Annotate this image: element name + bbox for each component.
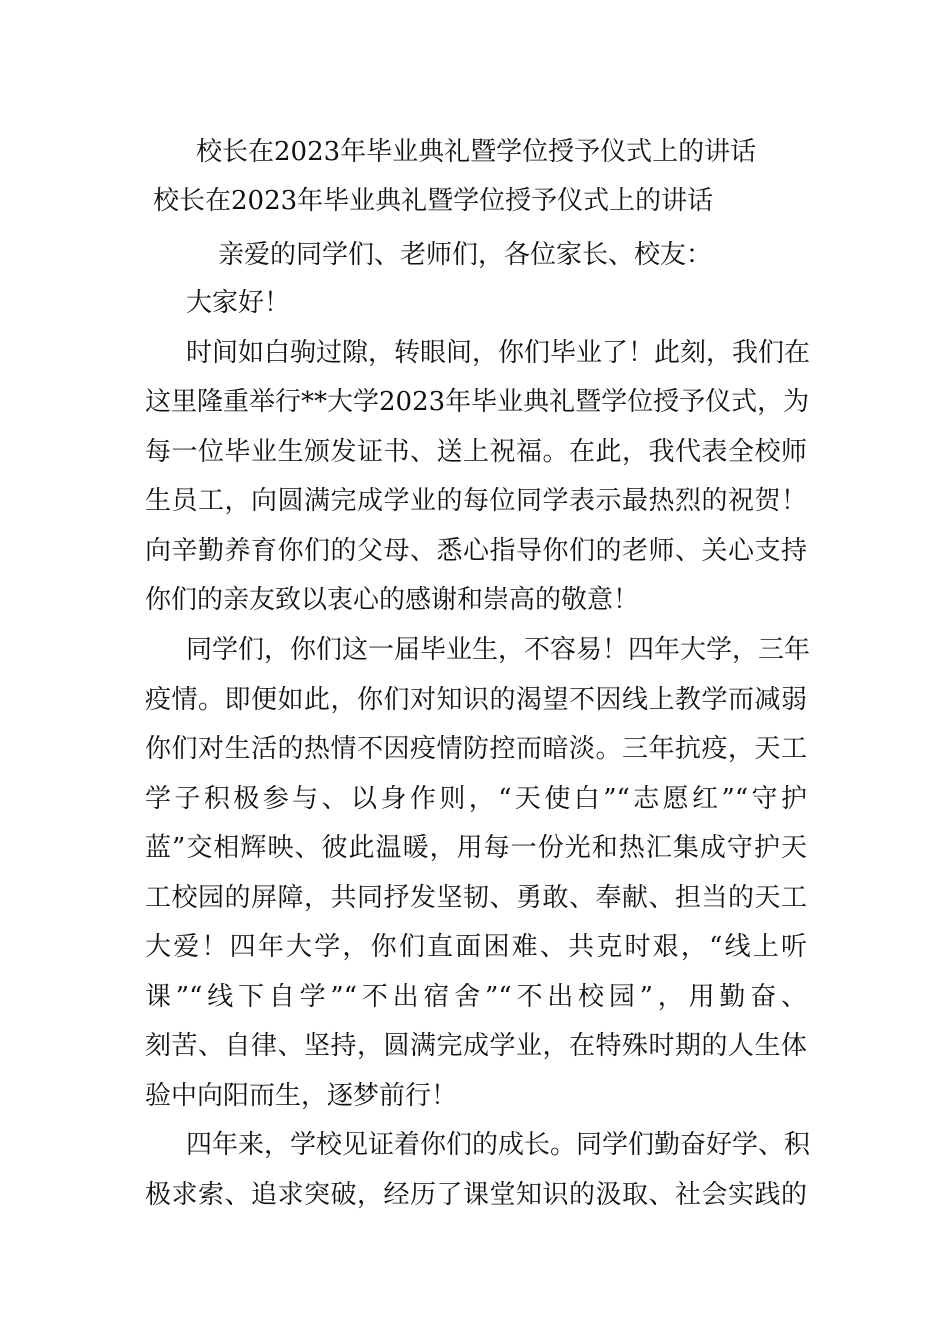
body-line: 学子积极参与、以身作则，“天使白”“志愿红”“守护 — [145, 784, 807, 814]
document-subtitle: 校长在2023年毕业典礼暨学位授予仪式上的讲话 — [153, 186, 714, 216]
body-line: 刻苦、自律、坚持，圆满完成学业，在特殊时期的人生体 — [145, 1031, 807, 1061]
greeting: 大家好！ — [186, 288, 291, 318]
body-line: 大爱！四年大学，你们直面困难、共克时艰，“线上听 — [145, 932, 807, 962]
document-title: 校长在2023年毕业典礼暨学位授予仪式上的讲话 — [196, 137, 757, 167]
body-line: 工校园的屏障，共同抒发坚韧、勇敢、奉献、担当的天工 — [145, 883, 807, 913]
body-line: 每一位毕业生颁发证书、送上祝福。在此，我代表全校师 — [145, 437, 807, 467]
body-line: 疫情。即便如此，你们对知识的渴望不因线上教学而减弱 — [145, 685, 807, 715]
body-line: 极求索、追求突破，经历了课堂知识的汲取、社会实践的 — [145, 1180, 807, 1210]
body-line: 时间如白驹过隙，转眼间，你们毕业了！此刻，我们在 — [186, 338, 811, 368]
body-line: 课”“线下自学”“不出宿舍”“不出校园”，用勤奋、 — [145, 982, 807, 1012]
body-line: 你们的亲友致以衷心的感谢和崇高的敬意！ — [145, 585, 640, 615]
salutation: 亲爱的同学们、老师们，各位家长、校友： — [218, 240, 713, 270]
body-line: 验中向阳而生，逐梦前行！ — [145, 1081, 458, 1111]
body-line: 四年来，学校见证着你们的成长。同学们勤奋好学、积 — [186, 1130, 811, 1160]
body-line: 同学们，你们这一届毕业生，不容易！四年大学，三年 — [186, 635, 811, 665]
body-line: 蓝”交相辉映、彼此温暖，用每一份光和热汇集成守护天 — [145, 833, 807, 863]
body-line: 你们对生活的热情不因疫情防控而暗淡。三年抗疫，天工 — [145, 734, 807, 764]
body-line: 向辛勤养育你们的父母、悉心指导你们的老师、关心支持 — [145, 536, 807, 566]
body-line: 这里隆重举行**大学2023年毕业典礼暨学位授予仪式，为 — [145, 387, 810, 417]
body-line: 生员工，向圆满完成学业的每位同学表示最热烈的祝贺！ — [145, 486, 807, 516]
